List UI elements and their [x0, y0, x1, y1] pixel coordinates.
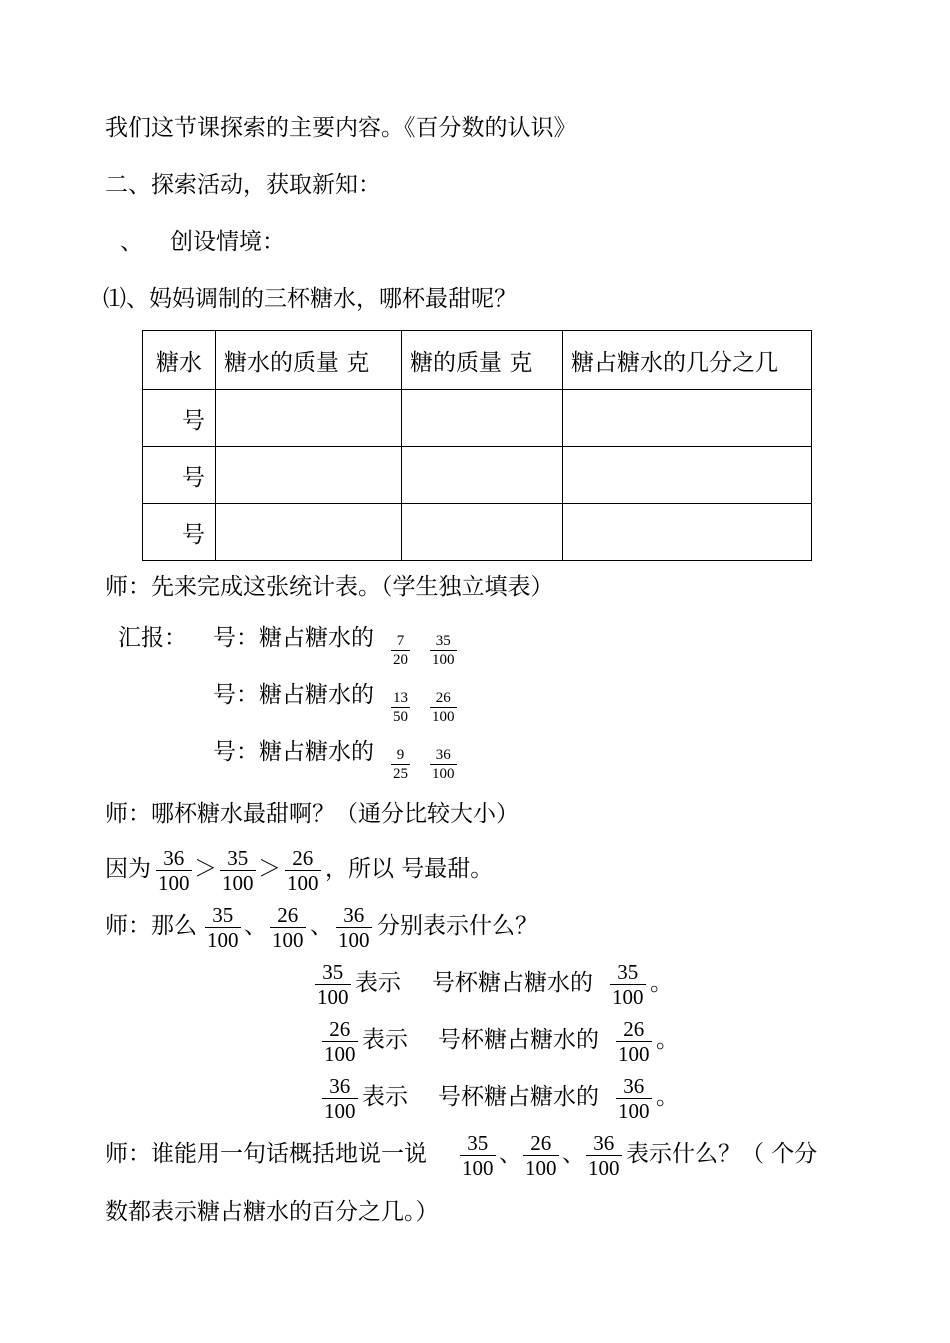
teacher-line-2: 师：哪杯糖水最甜啊？（通分比较大小） [105, 801, 519, 827]
header-cell: 糖水的质量 克 [216, 331, 402, 390]
teacher-line-4-suffix: 表示什么？（ 个分 [626, 1141, 818, 1167]
row-label: 号 [143, 447, 216, 504]
table-row [143, 504, 812, 561]
because-suffix: ，所以 号最甜。 [325, 856, 494, 882]
fraction: 36 100 [338, 903, 370, 952]
row-label: 号 [143, 504, 216, 561]
teacher-line-4-continuation: 数都表示糖占糖水的百分之几。） [105, 1199, 439, 1225]
table-cell [563, 447, 812, 504]
period: 。 [650, 970, 673, 996]
period: 。 [656, 1027, 679, 1053]
table-cell [563, 390, 812, 447]
fraction: 26 100 [618, 1017, 650, 1066]
sugar-water-table [142, 330, 812, 561]
table-cell [216, 447, 402, 504]
header-cell: 糖占糖水的几分之几 [563, 331, 812, 390]
fraction: 26 100 [432, 690, 455, 725]
table-cell [563, 504, 812, 561]
fraction: 35 100 [462, 1131, 494, 1180]
header-cell: 糖水 [143, 331, 216, 390]
fraction: 36 100 [588, 1131, 620, 1180]
fraction: 36 100 [618, 1074, 650, 1123]
fraction: 26 100 [287, 846, 319, 895]
section-heading: 二、探索活动，获取新知： [105, 172, 381, 198]
report-line-1: 号：糖占糖水的 [213, 625, 374, 651]
subsection-heading: 创设情境： [170, 229, 285, 255]
fraction: 35 100 [432, 633, 455, 668]
separator: 、 [244, 913, 267, 939]
fraction: 13 50 [393, 690, 408, 725]
separator: 、 [562, 1141, 585, 1167]
table-cell [402, 504, 563, 561]
fraction: 36 100 [432, 747, 455, 782]
fraction: 36 100 [158, 846, 190, 895]
greater-than: ＞ [194, 856, 217, 882]
table-row [143, 447, 812, 504]
table-cell [216, 504, 402, 561]
report-line-2: 号：糖占糖水的 [213, 682, 374, 708]
fraction: 26 100 [525, 1131, 557, 1180]
explain-biaoshi: 表示 [355, 970, 401, 996]
separator: 、 [310, 913, 333, 939]
report-line-3: 号：糖占糖水的 [213, 739, 374, 765]
explain-line-3: 号杯糖占糖水的 [438, 1084, 599, 1110]
separator: 、 [499, 1141, 522, 1167]
row-label: 号 [143, 390, 216, 447]
fraction: 7 20 [393, 633, 408, 668]
period: 。 [656, 1084, 679, 1110]
fraction: 9 25 [393, 747, 408, 782]
fraction: 35 100 [222, 846, 254, 895]
table-cell [402, 390, 563, 447]
fraction: 36 100 [324, 1074, 356, 1123]
subsection-marker: 、 [120, 229, 143, 255]
fraction: 26 100 [272, 903, 304, 952]
teacher-line-3-suffix: 分别表示什么？ [377, 913, 538, 939]
fraction: 35 100 [612, 960, 644, 1009]
greater-than: ＞ [258, 856, 281, 882]
explain-line-1: 号杯糖占糖水的 [432, 970, 593, 996]
fraction: 35 100 [317, 960, 349, 1009]
explain-biaoshi: 表示 [362, 1027, 408, 1053]
table-header-row [143, 331, 812, 390]
header-cell: 糖的质量 克 [402, 331, 563, 390]
teacher-line-4-prefix: 师：谁能用一句话概括地说一说 [105, 1141, 427, 1167]
explain-line-2: 号杯糖占糖水的 [438, 1027, 599, 1053]
report-label: 汇报： [118, 625, 187, 651]
explain-biaoshi: 表示 [362, 1084, 408, 1110]
question-line: ⑴、妈妈调制的三杯糖水，哪杯最甜呢？ [103, 286, 517, 312]
fraction: 35 100 [207, 903, 239, 952]
table-cell [402, 447, 563, 504]
fraction: 26 100 [324, 1017, 356, 1066]
table-row [143, 390, 812, 447]
teacher-line-1: 师：先来完成这张统计表。（学生独立填表） [105, 574, 554, 600]
table-cell [216, 390, 402, 447]
intro-line: 我们这节课探索的主要内容。《百分数的认识》 [105, 115, 577, 141]
because-prefix: 因为 [105, 856, 151, 882]
teacher-line-3-prefix: 师：那么 [105, 913, 197, 939]
